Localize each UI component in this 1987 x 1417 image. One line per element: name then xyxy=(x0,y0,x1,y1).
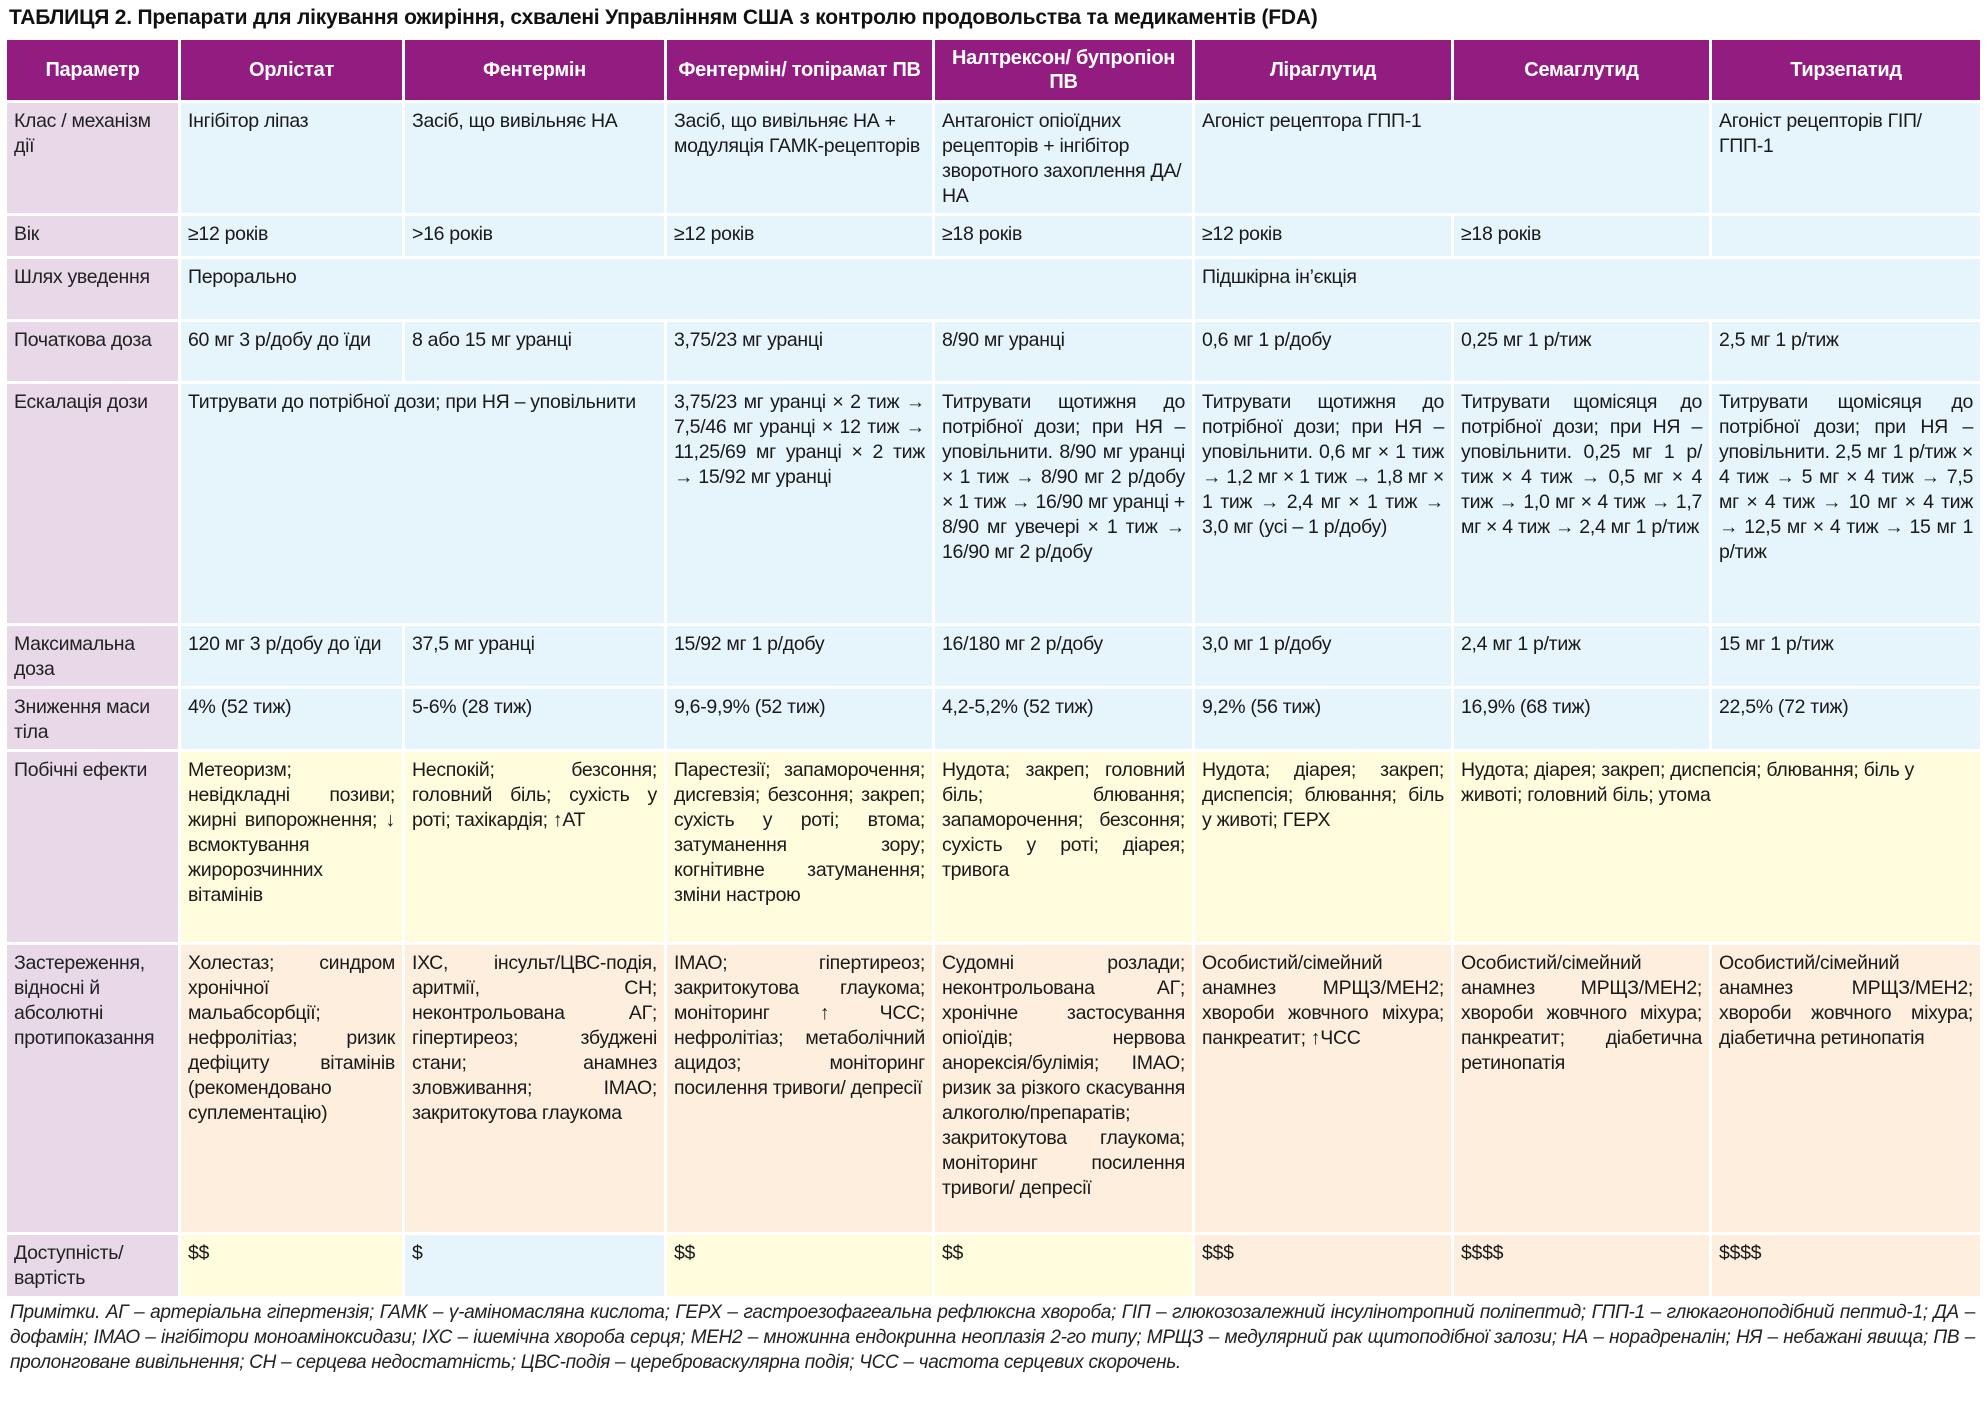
cell-phentermine-topiramate: 9,6-9,9% (52 тиж) xyxy=(667,689,932,749)
cell-orlistat: Метеоризм; невідкладні позиви; жирні випорожнення; ↓ всмоктування жиророзчинних вітамінів xyxy=(181,752,402,942)
cell-tirzepatide: Агоніст рецепторів ГІП/ ГПП-1 xyxy=(1712,103,1980,213)
header-phentermine: Фентермін xyxy=(405,40,664,100)
cell-phentermine: 5-6% (28 тиж) xyxy=(405,689,664,749)
header-orlistat: Орлістат xyxy=(181,40,402,100)
row-label: Доступність/ вартість xyxy=(7,1235,178,1296)
row-label: Ескалація дози xyxy=(7,384,178,623)
row-class xyxy=(7,103,1980,213)
header-phentermine-topiramate: Фентермін/ топірамат ПВ xyxy=(667,40,932,100)
header-parameter: Параметр xyxy=(7,40,178,100)
cell-tirzepatide: 2,5 мг 1 р/тиж xyxy=(1712,322,1980,381)
cell-orlistat: 60 мг 3 р/добу до їди xyxy=(181,322,402,381)
cell-tirzepatide xyxy=(1712,216,1980,256)
cell-tirzepatide: Особистий/сімейний анамнез МРЩЗ/МЕН2; хвороби жовчного міхура; діабетична ретинопатія xyxy=(1712,945,1980,1232)
row-route xyxy=(7,259,1980,319)
cell-phentermine-topiramate: ≥12 років xyxy=(667,216,932,256)
row-label: Застереження, відносні й абсолютні протипоказання xyxy=(7,945,178,1232)
cell-orlistat: Холестаз; синдром хронічної мальабсорбції; нефролітіаз; ризик дефіциту вітамінів (рекомендовано суплементацію) xyxy=(181,945,402,1232)
cell-phentermine-topiramate: Парестезії; запаморочення; дисгевзія; безсоння; закреп; сухість у роті; втома; затуманення зору; когнітивне затуманення; зміни настрою xyxy=(667,752,932,942)
row-max-dose xyxy=(7,626,1980,686)
row-label: Максимальна доза xyxy=(7,626,178,686)
cell-naltrexone-bupropion: Титрувати щотижня до потрібної дози; при НЯ – уповільнити. 8/90 мг уранці × 1 тиж → 8/90 мг 2 р/добу × 1 тиж → 16/90 мг уранці + 8/90 мг увечері × 1 тиж → 16/90 мг 2 р/добу xyxy=(935,384,1192,623)
header-naltrexone-bupropion: Налтрексон/ бупропіон ПВ xyxy=(935,40,1192,100)
table-title: ТАБЛИЦЯ 2. Препарати для лікування ожиріння, схвалені Управлінням США з контролю продовольства та медикаментів (FDA) xyxy=(9,6,1318,29)
row-escalation xyxy=(7,384,1980,623)
row-label: Клас / механізм дії xyxy=(7,103,178,213)
row-label: Зниження маси тіла xyxy=(7,689,178,749)
cell-naltrexone-bupropion: ≥18 років xyxy=(935,216,1192,256)
row-label: Початкова доза xyxy=(7,322,178,381)
row-label: Шлях уведення xyxy=(7,259,178,319)
cell-semaglutide: Титрувати щомісяця до потрібної дози; при НЯ – уповільнити. 0,25 мг 1 р/тиж × 4 тиж → 0,5 мг × 4 тиж → 1,0 мг × 4 тиж → 1,7 мг × 4 тиж → 2,4 мг 1 р/тиж xyxy=(1454,384,1709,623)
cell-orlistat: Інгібітор ліпаз xyxy=(181,103,402,213)
row-weight-loss xyxy=(7,689,1980,749)
cell-semaglutide-tirzepatide: Нудота; діарея; закреп; диспепсія; блювання; біль у животі; головний біль; утома xyxy=(1454,752,1980,942)
cell-phentermine: $ xyxy=(405,1235,664,1296)
cell-liraglutide: 3,0 мг 1 р/добу xyxy=(1195,626,1451,686)
table-notes: Примітки. АГ – артеріальна гіпертензія; ГАМК – γ-аміномасляна кислота; ГЕРХ – гастроезофагеальна рефлюксна хвороба; ГІП – глюкозозалежний інсулінотропний поліпептид; ГПП-1 – глюкагоноподібний пептид-1; ДА – дофамін; ІМАО – інгібітори моноаміноксидази; ІХС – ішемічна хвороба серця; МЕН2 – множинна ендокринна неоплазія 2-го типу; МРЩЗ – медулярний рак щитоподібної залози; НА – норадреналін; НЯ – небажані явища; ПВ – пролонговане вивільнення; СН – серцева недостатність; ЦВС-подія – цереброваскулярна подія; ЧСС – частота серцевих скорочень. xyxy=(10,1302,1975,1373)
cell-naltrexone-bupropion: Судомні розлади; неконтрольована АГ; хронічне застосування опіоїдів; нервова анорексія/булімія; ІМАО; ризик за різкого скасування алкоголю/препаратів; закритокутова глаукома; моніторинг посилення тривоги/ депресії xyxy=(935,945,1192,1232)
cell-orlistat-phentermine: Титрувати до потрібної дози; при НЯ – уповільнити xyxy=(181,384,664,623)
row-age xyxy=(7,216,1980,256)
cell-phentermine-topiramate: 3,75/23 мг уранці xyxy=(667,322,932,381)
cell-tirzepatide: 22,5% (72 тиж) xyxy=(1712,689,1980,749)
row-label: Побічні ефекти xyxy=(7,752,178,942)
row-cost xyxy=(7,1235,1980,1296)
cell-semaglutide: 16,9% (68 тиж) xyxy=(1454,689,1709,749)
header-liraglutide: Ліраглутид xyxy=(1195,40,1451,100)
cell-phentermine-topiramate: 15/92 мг 1 р/добу xyxy=(667,626,932,686)
row-precautions xyxy=(7,945,1980,1232)
cell-tirzepatide: $$$$ xyxy=(1712,1235,1980,1296)
cell-orlistat: ≥12 років xyxy=(181,216,402,256)
cell-semaglutide: ≥18 років xyxy=(1454,216,1709,256)
cell-naltrexone-bupropion: 16/180 мг 2 р/добу xyxy=(935,626,1192,686)
cell-phentermine: 8 або 15 мг уранці xyxy=(405,322,664,381)
cell-liraglutide: $$$ xyxy=(1195,1235,1451,1296)
header-tirzepatide: Тирзепатид xyxy=(1712,40,1980,100)
row-label: Вік xyxy=(7,216,178,256)
row-side-effects xyxy=(7,752,1980,942)
cell-glp1-agonists: Агоніст рецептора ГПП-1 xyxy=(1195,103,1709,213)
cell-phentermine-topiramate: ІМАО; гіпертиреоз; закритокутова глаукома; моніторинг ↑ ЧСС; нефролітіаз; метаболічний ацидоз; моніторинг посилення тривоги/ депресії xyxy=(667,945,932,1232)
cell-phentermine: Засіб, що вивільняє НА xyxy=(405,103,664,213)
cell-naltrexone-bupropion: Нудота; закреп; головний біль; блювання; запаморочення; безсоння; сухість у роті; діарея; тривога xyxy=(935,752,1192,942)
cell-semaglutide: $$$$ xyxy=(1454,1235,1709,1296)
cell-orlistat: 4% (52 тиж) xyxy=(181,689,402,749)
cell-naltrexone-bupropion: Антагоніст опіоїдних рецепторів + інгібітор зворотного захоплення ДА/НА xyxy=(935,103,1192,213)
cell-liraglutide: 0,6 мг 1 р/добу xyxy=(1195,322,1451,381)
cell-injection-route: Підшкірна ін’єкція xyxy=(1195,259,1980,319)
cell-liraglutide: Титрувати щотижня до потрібної дози; при НЯ – уповільнити. 0,6 мг × 1 тиж → 1,2 мг × 1 тиж → 1,8 мг × 1 тиж → 2,4 мг × 1 тиж → 3,0 мг (усі – 1 р/добу) xyxy=(1195,384,1451,623)
cell-liraglutide: 9,2% (56 тиж) xyxy=(1195,689,1451,749)
cell-naltrexone-bupropion: 4,2-5,2% (52 тиж) xyxy=(935,689,1192,749)
cell-semaglutide: 2,4 мг 1 р/тиж xyxy=(1454,626,1709,686)
cell-orlistat: $$ xyxy=(181,1235,402,1296)
header-semaglutide: Семаглутид xyxy=(1454,40,1709,100)
cell-phentermine: 37,5 мг уранці xyxy=(405,626,664,686)
cell-semaglutide: Особистий/сімейний анамнез МРЩЗ/МЕН2; хвороби жовчного міхура; панкреатит; діабетична ретинопатія xyxy=(1454,945,1709,1232)
cell-phentermine: ІХС, інсульт/ЦВС-подія, аритмії, СН; неконтрольована АГ; гіпертиреоз; збуджені стани; анамнез зловживання; ІМАО; закритокутова глаукома xyxy=(405,945,664,1232)
cell-tirzepatide: 15 мг 1 р/тиж xyxy=(1712,626,1980,686)
cell-liraglutide: Нудота; діарея; закреп; диспепсія; блювання; біль у животі; ГЕРХ xyxy=(1195,752,1451,942)
cell-liraglutide: ≥12 років xyxy=(1195,216,1451,256)
cell-tirzepatide: Титрувати щомісяця до потрібної дози; при НЯ – уповільнити. 2,5 мг 1 р/тиж × 4 тиж → 5 мг × 4 тиж → 7,5 мг × 4 тиж → 10 мг × 4 тиж → 12,5 мг × 4 тиж → 15 мг 1 р/тиж xyxy=(1712,384,1980,623)
cell-phentermine: Неспокій; безсоння; головний біль; сухість у роті; тахікардія; ↑АТ xyxy=(405,752,664,942)
cell-phentermine-topiramate: $$ xyxy=(667,1235,932,1296)
drug-table xyxy=(4,37,1983,1299)
cell-phentermine-topiramate: 3,75/23 мг уранці × 2 тиж → 7,5/46 мг уранці × 12 тиж → 11,25/69 мг уранці × 2 тиж → 15/92 мг уранці xyxy=(667,384,932,623)
cell-naltrexone-bupropion: $$ xyxy=(935,1235,1192,1296)
cell-naltrexone-bupropion: 8/90 мг уранці xyxy=(935,322,1192,381)
cell-phentermine: >16 років xyxy=(405,216,664,256)
cell-semaglutide: 0,25 мг 1 р/тиж xyxy=(1454,322,1709,381)
cell-oral-route: Перорально xyxy=(181,259,1192,319)
cell-liraglutide: Особистий/сімейний анамнез МРЩЗ/МЕН2; хвороби жовчного міхура; панкреатит; ↑ЧСС xyxy=(1195,945,1451,1232)
cell-phentermine-topiramate: Засіб, що вивільняє НА + модуляція ГАМК-рецепторів xyxy=(667,103,932,213)
row-start-dose xyxy=(7,322,1980,381)
header-row xyxy=(7,40,1980,100)
cell-orlistat: 120 мг 3 р/добу до їди xyxy=(181,626,402,686)
